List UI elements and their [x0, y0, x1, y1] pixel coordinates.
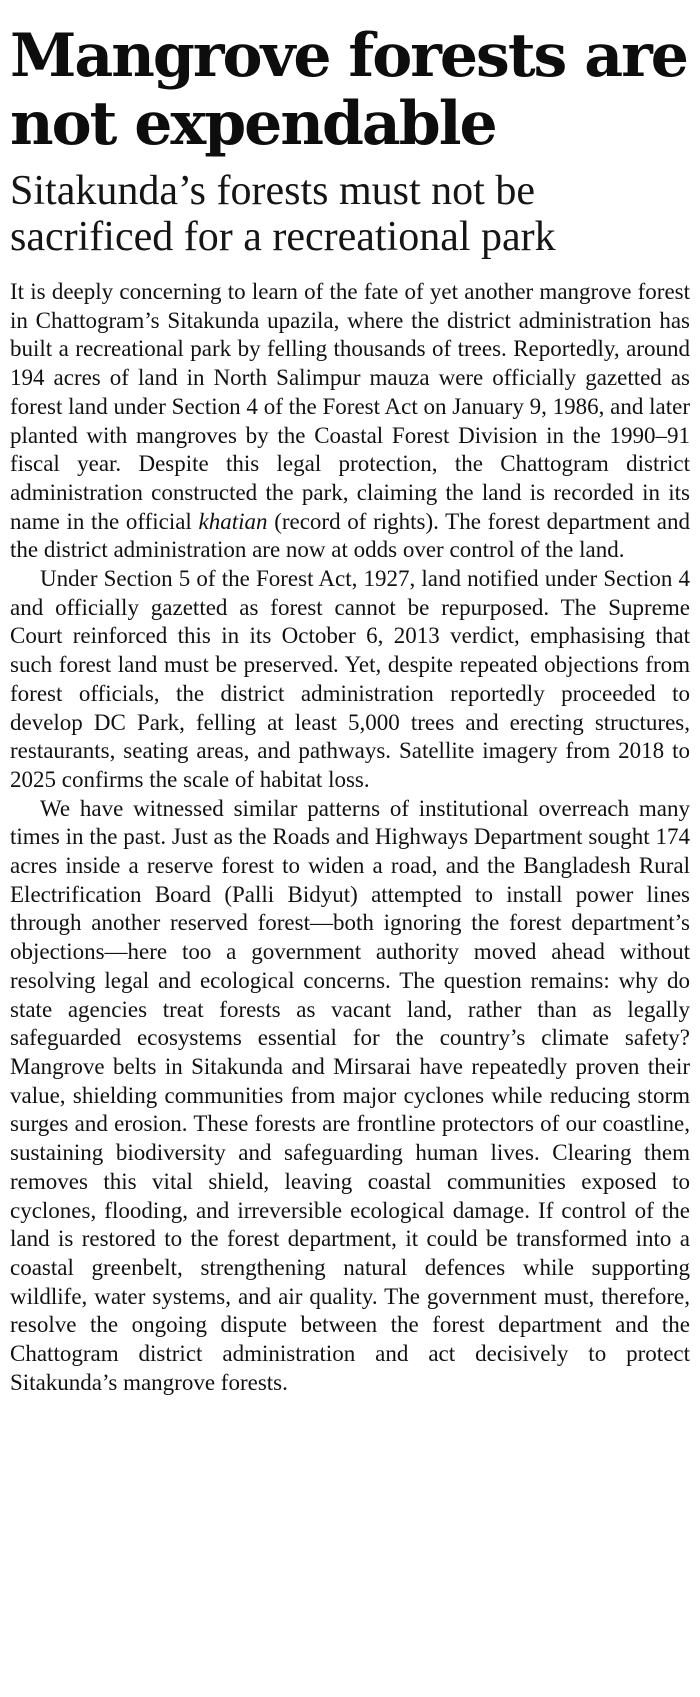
- headline: Mangrove forests are not expendable: [10, 21, 687, 159]
- subheadline: Sitakunda’s forests must not be sacrificed for a recreational park: [10, 168, 556, 260]
- body-paragraph-2: Under Section 5 of the Forest Act, 1927, land notified under Section 4 and officially gazetted as forest cannot be repurposed. The Supreme Court reinforced this in its October 6, 2013 verdict, emphasising that such forest land must be preserved. Yet, despite repeated objections from forest officials, the district administration reportedly proceeded to develop DC Park, felling at least 5,000 trees and erecting structures, restaurants, seating areas, and pathways. Satellite imagery from 2018 to 2025 confirms the scale of habitat loss.: [10, 566, 690, 792]
- italic-term-khatian: khatian: [198, 508, 268, 534]
- body-paragraph-3: We have witnessed similar patterns of institutional overreach many times in the past. Just as the Roads and Highways Department sought 174 acres inside a reserve forest to widen a road, and the Bangladesh Rural Electrification Board (Palli Bidyut) attempted to install power lines through another reserved forest—both ignoring the forest department’s objections—here too a government authority moved ahead without resolving legal and ecological concerns. The question remains: why do state agencies treat forests as vacant land, rather than as legally safeguarded ecosystems essential for the country’s climate safety? Mangrove belts in Sitakunda and Mirsarai have repeatedly proven their value, shielding communities from major cyclones while reducing storm surges and erosion. These forests are frontline protectors of our coastline, sustaining biodiversity and safeguarding human lives. Clearing them removes this vital shield, leaving coastal communities exposed to cyclones, flooding, and irreversible ecological damage. If control of the land is restored to the forest department, it could be transformed into a coastal greenbelt, strengthening natural defences while supporting wildlife, water systems, and air quality. The government must, therefore, resolve the ongoing dispute between the forest department and the Chattogram district administration and act decisively to protect Sitakunda’s mangrove forests.: [10, 795, 690, 1395]
- article-body: [10, 278, 690, 1397]
- paragraph-1-text-end: (record of rights). The forest department and the district administration are now at odds over control of the land.: [10, 508, 690, 563]
- paragraph-1-text-start: It is deeply concerning to learn of the fate of yet another mangrove forest in Chattogram’s Sitakunda upazila, where the district administration has built a recreational park by felling thousands of trees. Reportedly, around 194 acres of land in North Salimpur mauza were officially gazetted as forest land under Section 4 of the Forest Act on January 9, 1986, and later planted with mangroves by the Coastal Forest Division in the 1990–91 fiscal year. Despite this legal protection, the Chattogram district administration constructed the park, claiming the land is recorded in its name in the official: [10, 279, 690, 534]
- body-paragraph-1: [10, 278, 690, 565]
